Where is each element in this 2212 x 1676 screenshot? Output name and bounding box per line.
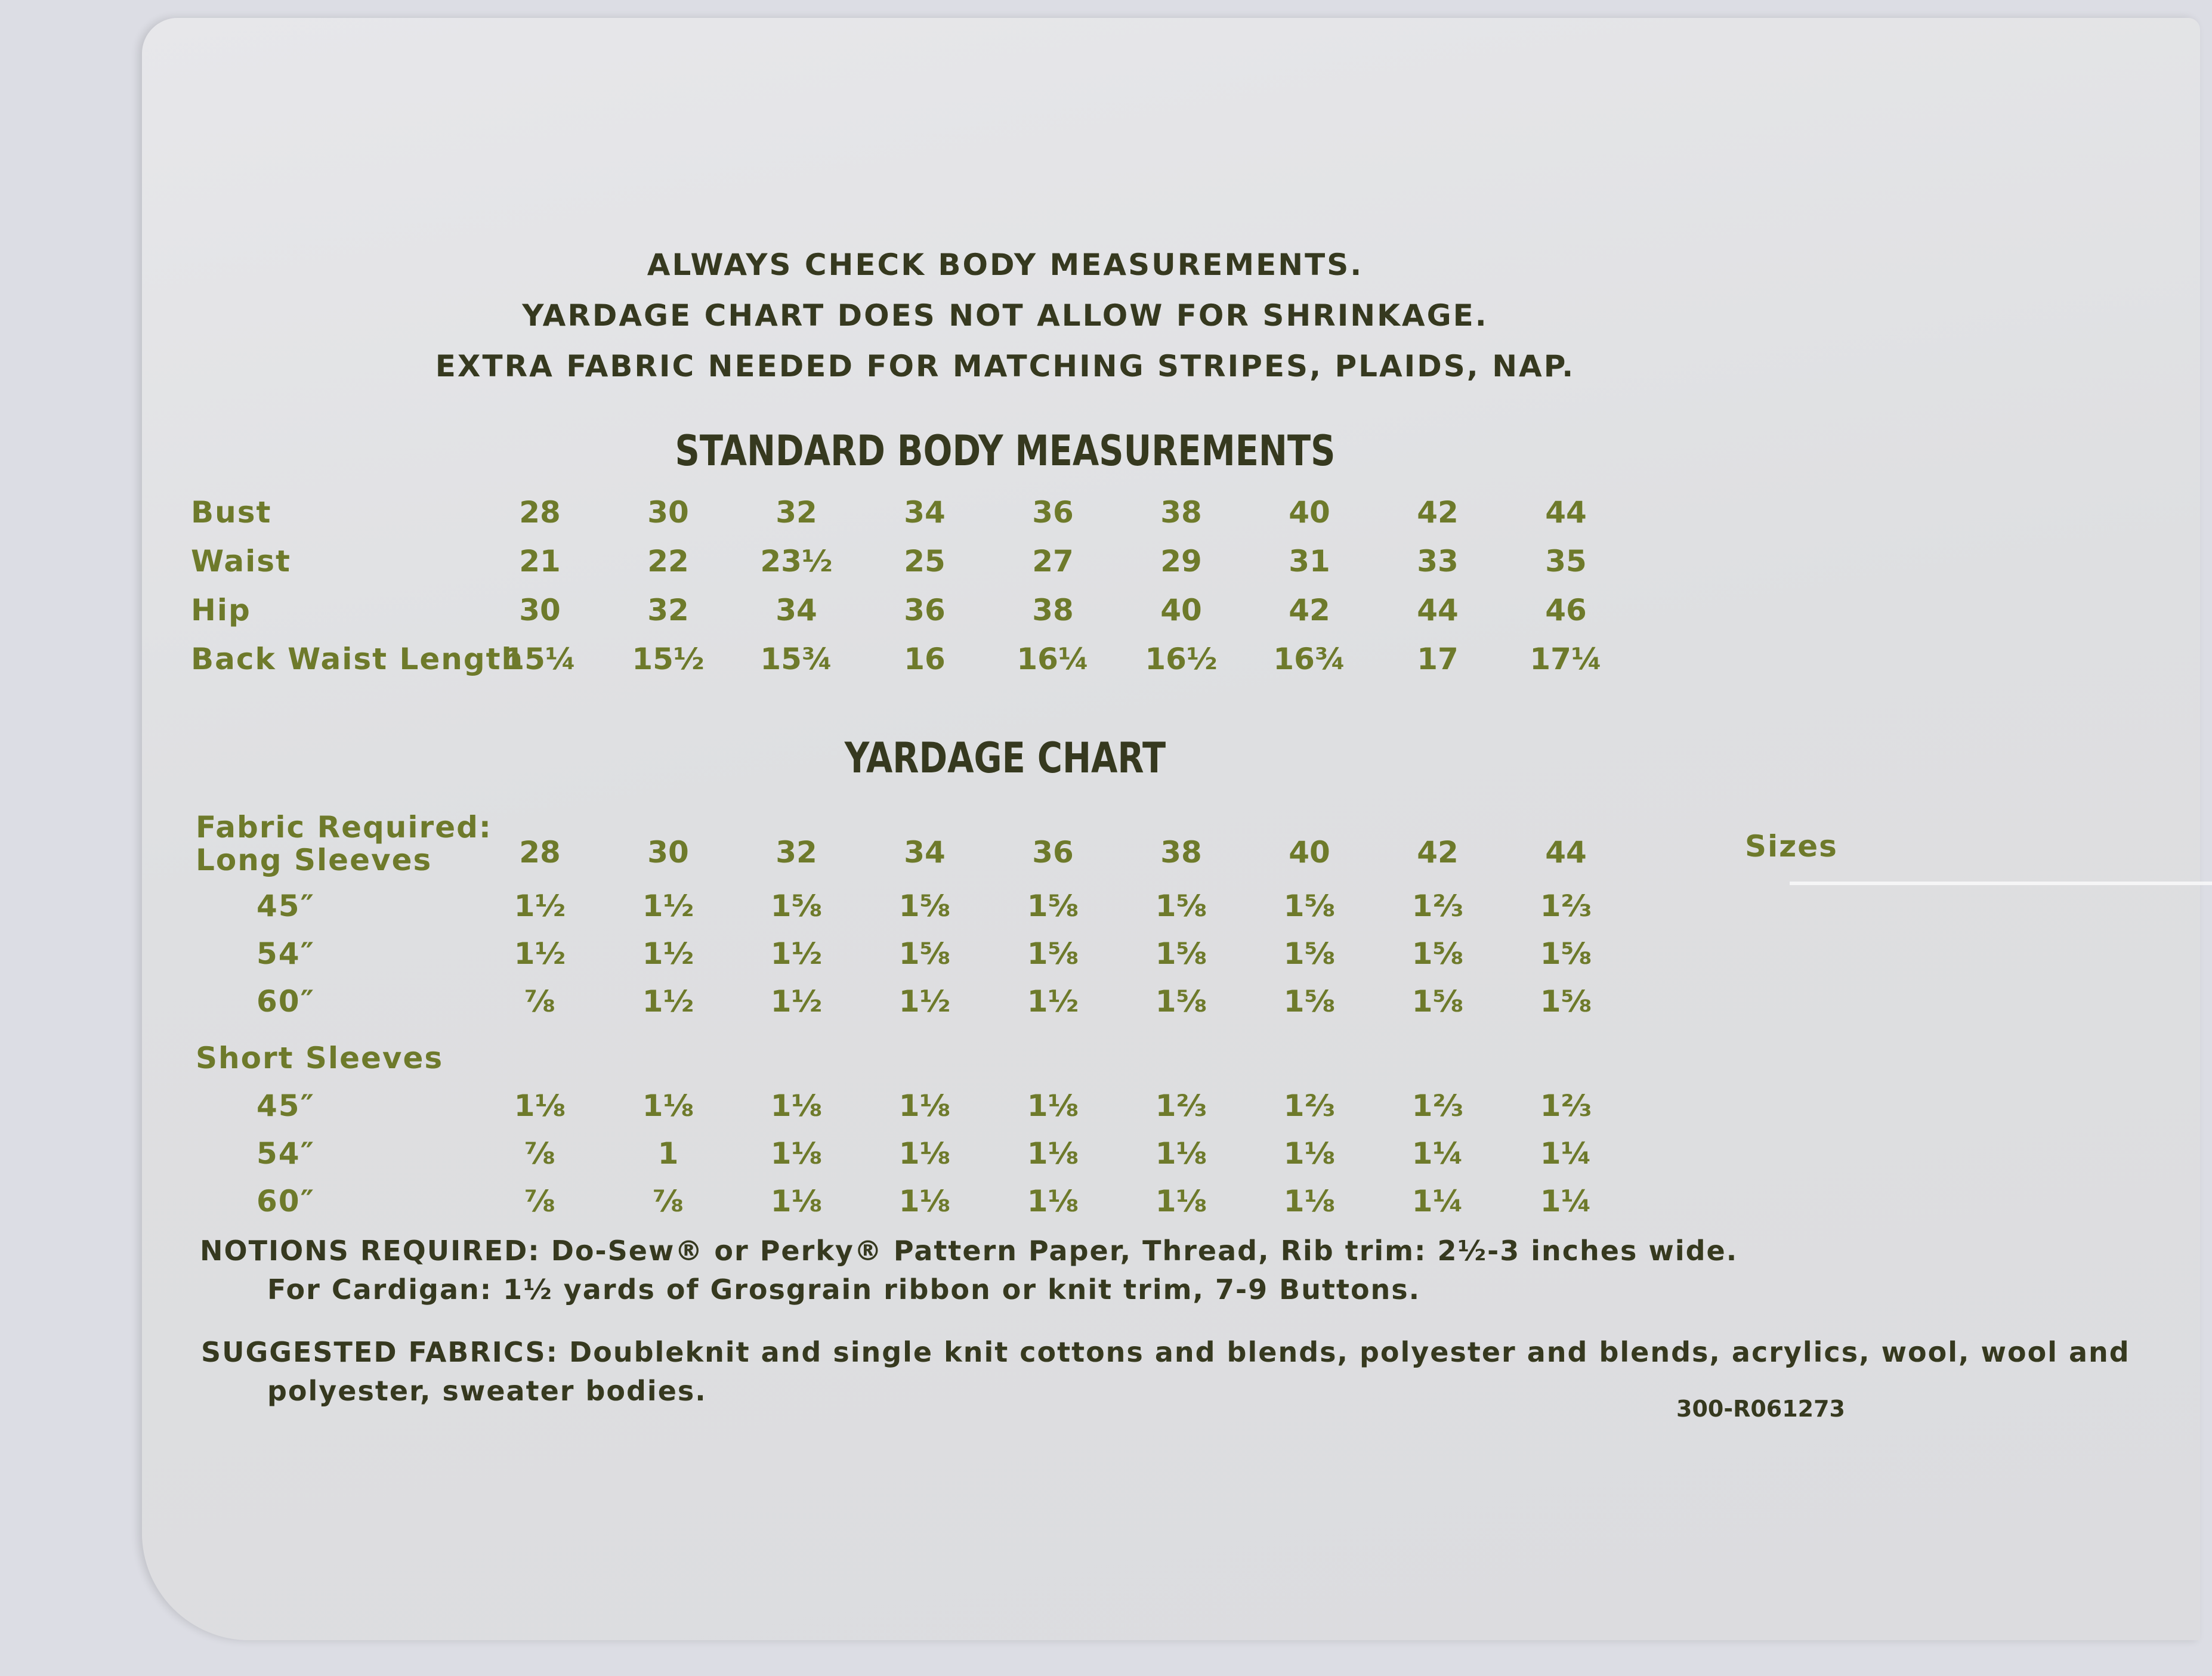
measurement-row-cell: 15½ bbox=[632, 642, 705, 676]
long-sleeve-row-label: 54″ bbox=[257, 936, 315, 971]
envelope-flap-edge bbox=[1790, 882, 2212, 885]
long-sleeve-row-cell: ⅞ bbox=[524, 984, 555, 1019]
short-sleeve-row bbox=[0, 1184, 2212, 1226]
measurement-row-cell: 16 bbox=[904, 642, 946, 676]
short-sleeve-row-cell: 1¼ bbox=[1540, 1184, 1592, 1219]
measurement-row-cell: 23½ bbox=[760, 544, 833, 579]
long-sleeve-row-cell: 1⅔ bbox=[1411, 889, 1464, 923]
short-sleeve-row-cell: 1¼ bbox=[1540, 1136, 1592, 1171]
long-sleeves-label: Long Sleeves bbox=[196, 843, 432, 877]
long-sleeve-row-cell: 1½ bbox=[1027, 984, 1079, 1019]
long-sleeve-row bbox=[0, 889, 2212, 930]
short-sleeve-row-label: 54″ bbox=[257, 1136, 315, 1171]
notions-required: NOTIONS REQUIRED: Do-Sew® or Perky® Pattern Paper, Thread, Rib trim: 2½-3 inches wide. bbox=[200, 1235, 1738, 1267]
long-sleeve-row-label: 45″ bbox=[257, 889, 315, 923]
measurement-row-label: Hip bbox=[191, 593, 251, 627]
measurement-row-cell: 32 bbox=[776, 495, 817, 530]
short-sleeve-row bbox=[0, 1136, 2212, 1178]
short-sleeve-row-cell: 1⅛ bbox=[1283, 1136, 1336, 1171]
measurement-row-cell: 35 bbox=[1545, 544, 1587, 579]
short-sleeve-row-cell: 1⅔ bbox=[1155, 1089, 1207, 1123]
measurement-row-cell: 34 bbox=[904, 495, 946, 530]
measurement-row-cell: 34 bbox=[776, 593, 817, 627]
short-sleeves-label: Short Sleeves bbox=[196, 1041, 444, 1075]
short-sleeve-row-cell: 1⅛ bbox=[770, 1136, 823, 1171]
measurement-row-cell: 30 bbox=[519, 593, 561, 627]
short-sleeve-row-cell: 1⅛ bbox=[770, 1184, 823, 1219]
size-cell: 36 bbox=[1032, 835, 1074, 870]
long-sleeve-row-cell: 1⅝ bbox=[1540, 936, 1592, 971]
measurement-row-cell: 36 bbox=[1032, 495, 1074, 530]
measurement-row bbox=[0, 593, 2212, 635]
short-sleeve-row-cell: 1¼ bbox=[1411, 1184, 1464, 1219]
notions-cardigan: For Cardigan: 1½ yards of Grosgrain ribbon or knit trim, 7-9 Buttons. bbox=[267, 1273, 1421, 1306]
note-check-measurements: ALWAYS CHECK BODY MEASUREMENTS. bbox=[647, 248, 1364, 282]
long-sleeve-row-cell: 1½ bbox=[642, 889, 694, 923]
long-sleeve-row-cell: 1⅝ bbox=[1155, 936, 1207, 971]
note-extra-fabric: EXTRA FABRIC NEEDED FOR MATCHING STRIPES, PLAIDS, NAP. bbox=[435, 349, 1575, 384]
short-sleeve-row-label: 60″ bbox=[257, 1184, 315, 1219]
long-sleeve-row-cell: 1½ bbox=[770, 984, 823, 1019]
note-shrinkage: YARDAGE CHART DOES NOT ALLOW FOR SHRINKAGE. bbox=[522, 298, 1488, 333]
long-sleeve-row-cell: 1⅝ bbox=[1411, 984, 1464, 1019]
measurement-row-cell: 46 bbox=[1545, 593, 1587, 627]
long-sleeve-row-cell: 1½ bbox=[514, 936, 566, 971]
measurement-row-cell: 38 bbox=[1160, 495, 1202, 530]
size-cell: 32 bbox=[776, 835, 817, 870]
measurement-row-label: Back Waist Length bbox=[191, 642, 524, 676]
measurement-row-cell: 25 bbox=[904, 544, 946, 579]
sizes-label: Sizes bbox=[1745, 829, 1838, 864]
measurement-row-cell: 27 bbox=[1032, 544, 1074, 579]
pattern-code: 300-R061273 bbox=[1676, 1396, 1845, 1422]
long-sleeve-row-cell: 1⅝ bbox=[1155, 889, 1207, 923]
measurement-row-cell: 44 bbox=[1417, 593, 1459, 627]
size-cell: 38 bbox=[1160, 835, 1202, 870]
long-sleeve-row-label: 60″ bbox=[257, 984, 315, 1019]
yardage-sizes-row bbox=[0, 835, 2212, 877]
suggested-fabrics: SUGGESTED FABRICS: Doubleknit and single knit cottons and blends, polyester and blends, acrylics, wool, wool and bbox=[201, 1336, 2130, 1368]
long-sleeve-row-cell: 1⅝ bbox=[898, 936, 951, 971]
measurement-row bbox=[0, 495, 2212, 537]
size-cell: 42 bbox=[1417, 835, 1459, 870]
measurement-row-cell: 16¼ bbox=[1017, 642, 1089, 676]
measurement-row-cell: 22 bbox=[647, 544, 689, 579]
long-sleeve-row-cell: 1⅝ bbox=[1283, 936, 1336, 971]
suggested-fabrics-cont: polyester, sweater bodies. bbox=[267, 1375, 707, 1407]
short-sleeve-row-cell: ⅞ bbox=[524, 1184, 555, 1219]
measurement-row-cell: 16½ bbox=[1145, 642, 1218, 676]
long-sleeve-row-cell: 1½ bbox=[514, 889, 566, 923]
long-sleeve-row-cell: 1½ bbox=[642, 936, 694, 971]
long-sleeve-row-cell: 1⅝ bbox=[770, 889, 823, 923]
measurement-row-cell: 17¼ bbox=[1530, 642, 1602, 676]
short-sleeve-row-cell: 1⅔ bbox=[1411, 1089, 1464, 1123]
short-sleeve-row-cell: ⅞ bbox=[524, 1136, 555, 1171]
long-sleeve-row-cell: 1⅝ bbox=[898, 889, 951, 923]
size-cell: 44 bbox=[1545, 835, 1587, 870]
long-sleeve-row bbox=[0, 984, 2212, 1026]
measurement-row-cell: 42 bbox=[1417, 495, 1459, 530]
measurement-row-cell: 42 bbox=[1289, 593, 1330, 627]
measurement-row-cell: 28 bbox=[519, 495, 561, 530]
size-cell: 28 bbox=[519, 835, 561, 870]
measurement-row-cell: 40 bbox=[1160, 593, 1202, 627]
short-sleeve-row-cell: 1¼ bbox=[1411, 1136, 1464, 1171]
short-sleeve-row-label: 45″ bbox=[257, 1089, 315, 1123]
short-sleeve-row-cell: 1⅛ bbox=[514, 1089, 566, 1123]
measurement-row-cell: 44 bbox=[1545, 495, 1587, 530]
measurement-row-cell: 32 bbox=[647, 593, 689, 627]
short-sleeve-row-cell: 1⅔ bbox=[1283, 1089, 1336, 1123]
short-sleeve-row-cell: 1⅛ bbox=[1155, 1184, 1207, 1219]
long-sleeve-row-cell: 1½ bbox=[642, 984, 694, 1019]
short-sleeve-row bbox=[0, 1089, 2212, 1130]
fabric-required-label: Fabric Required: bbox=[196, 810, 492, 845]
long-sleeve-row-cell: 1⅝ bbox=[1283, 889, 1336, 923]
short-sleeve-row-cell: 1⅛ bbox=[1027, 1089, 1079, 1123]
short-sleeve-row-cell: 1⅛ bbox=[1027, 1184, 1079, 1219]
short-sleeve-row-cell: 1⅛ bbox=[1155, 1136, 1207, 1171]
measurement-row bbox=[0, 544, 2212, 586]
short-sleeve-row-cell: 1⅔ bbox=[1540, 1089, 1592, 1123]
long-sleeve-row-cell: 1⅝ bbox=[1411, 936, 1464, 971]
short-sleeve-row-cell: 1⅛ bbox=[1283, 1184, 1336, 1219]
long-sleeve-row-cell: 1½ bbox=[770, 936, 823, 971]
short-sleeve-row-cell: 1⅛ bbox=[898, 1136, 951, 1171]
short-sleeve-row-cell: 1 bbox=[657, 1136, 679, 1171]
standard-measurements-title: STANDARD BODY MEASUREMENTS bbox=[675, 426, 1336, 475]
short-sleeve-row-cell: 1⅛ bbox=[898, 1184, 951, 1219]
size-cell: 34 bbox=[904, 835, 946, 870]
long-sleeve-row-cell: 1⅝ bbox=[1027, 936, 1079, 971]
long-sleeve-row-cell: 1⅝ bbox=[1283, 984, 1336, 1019]
measurement-row-cell: 15¼ bbox=[503, 642, 576, 676]
measurement-row-cell: 15¾ bbox=[760, 642, 833, 676]
long-sleeve-row-cell: 1⅔ bbox=[1540, 889, 1592, 923]
long-sleeve-row-cell: 1⅝ bbox=[1027, 889, 1079, 923]
long-sleeve-row-cell: 1½ bbox=[898, 984, 951, 1019]
size-cell: 40 bbox=[1289, 835, 1330, 870]
short-sleeve-row-cell: 1⅛ bbox=[898, 1089, 951, 1123]
measurement-row-cell: 36 bbox=[904, 593, 946, 627]
size-cell: 30 bbox=[647, 835, 689, 870]
measurement-row-cell: 29 bbox=[1160, 544, 1202, 579]
measurement-row-cell: 38 bbox=[1032, 593, 1074, 627]
yardage-chart-title: YARDAGE CHART bbox=[844, 734, 1166, 783]
short-sleeve-row-cell: 1⅛ bbox=[1027, 1136, 1079, 1171]
measurement-row-label: Bust bbox=[191, 495, 272, 530]
long-sleeve-row-cell: 1⅝ bbox=[1155, 984, 1207, 1019]
measurement-row bbox=[0, 642, 2212, 684]
measurement-row-cell: 21 bbox=[519, 544, 561, 579]
measurement-row-label: Waist bbox=[191, 544, 291, 579]
measurement-row-cell: 30 bbox=[647, 495, 689, 530]
measurement-row-cell: 31 bbox=[1289, 544, 1330, 579]
measurement-row-cell: 33 bbox=[1417, 544, 1459, 579]
measurement-row-cell: 40 bbox=[1289, 495, 1330, 530]
long-sleeve-row-cell: 1⅝ bbox=[1540, 984, 1592, 1019]
measurement-row-cell: 16¾ bbox=[1273, 642, 1346, 676]
short-sleeve-row-cell: 1⅛ bbox=[642, 1089, 694, 1123]
short-sleeve-row-cell: 1⅛ bbox=[770, 1089, 823, 1123]
long-sleeve-row bbox=[0, 936, 2212, 978]
measurement-row-cell: 17 bbox=[1417, 642, 1459, 676]
short-sleeve-row-cell: ⅞ bbox=[653, 1184, 684, 1219]
